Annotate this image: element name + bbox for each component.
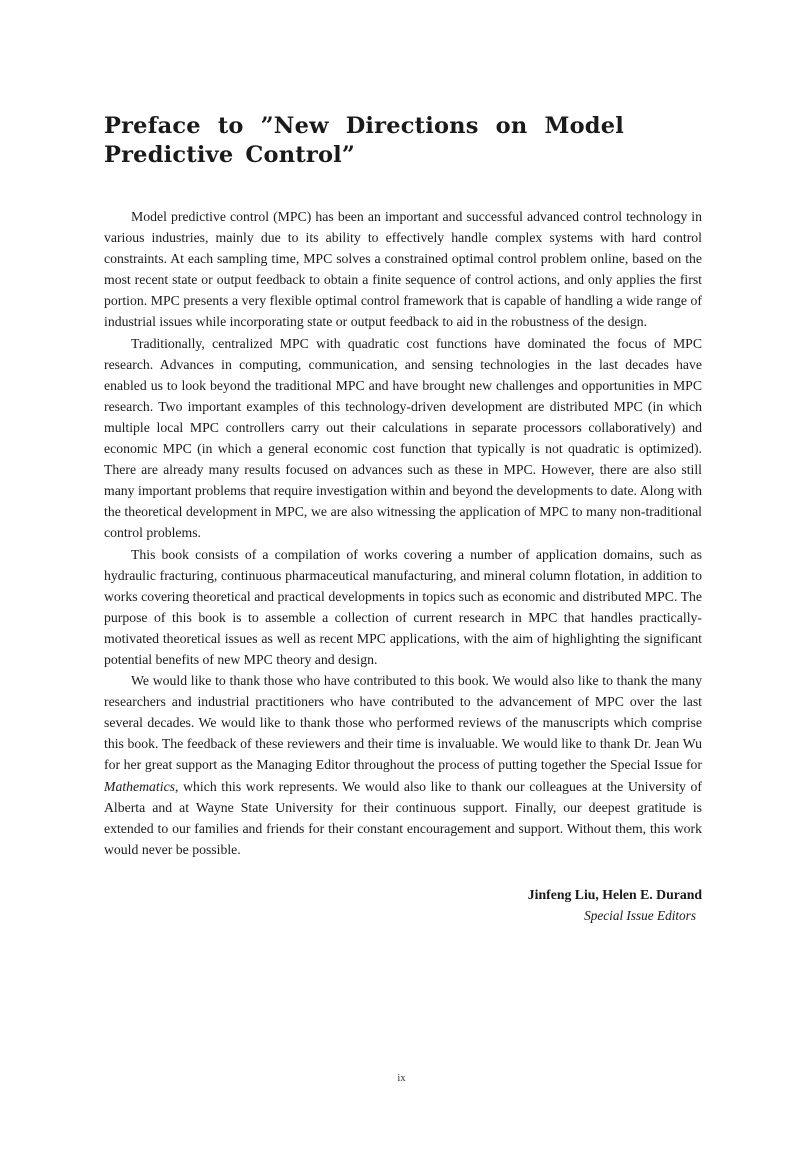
paragraph-4-part-2: , which this work represents. We would also like to thank our colleagues at the University of Alberta and at Wayne State University for their continuous support. Finally, our deepest gratitude is extended to our families and friends for their constant encouragement and support. Without them, this work would never be possible. — [104, 778, 702, 857]
editor-role: Special Issue Editors — [584, 908, 696, 923]
paragraph-2: Traditionally, centralized MPC with quadratic cost functions have dominated the focus of MPC research. Advances in computing, communication, and sensing technologies in the last decades have enabled us to look beyond the traditional MPC and have brought new challenges and opportunities in MPC research. Two important examples of this technology-driven development are distributed MPC (in which multiple local MPC controllers carry out their calculations in separate processors collaboratively) and economic MPC (in which a general economic cost function that typically is not quadratic is optimized). There are already many results focused on advances such as these in MPC. However, there are also still many important problems that require investigation within and beyond the developments to date. Along with the theoretical development in MPC, we are also witnessing the application of MPC to many non-traditional control problems. — [104, 335, 702, 541]
paragraph-3: This book consists of a compilation of works covering a number of application domains, such as hydraulic fracturing, continuous pharmaceutical manufacturing, and mineral column flotation, in addition to works covering theoretical and practical developments in topics such as economic and distributed MPC. The purpose of this book is to assemble a collection of current research in MPC that handles practically-motivated theoretical issues as well as recent MPC applications, with the aim of highlighting the significant potential benefits of new MPC theory and design. — [104, 546, 702, 667]
paragraph-1: Model predictive control (MPC) has been an important and successful advanced control technology in various industries, mainly due to its ability to effectively handle complex systems with hard control constraints. At each sampling time, MPC solves a constrained optimal control problem online, based on the most recent state or output feedback to obtain a finite sequence of control actions, and only applies the first portion. MPC presents a very flexible optimal control framework that is capable of handling a wide range of industrial issues while incorporating state or output feedback to aid in the robustness of the design. — [104, 209, 702, 330]
paragraph-4 — [104, 670, 702, 860]
preface-body — [104, 206, 702, 860]
page-title: Preface to ”New Directions on Model Predictive Control” — [104, 113, 624, 168]
paragraph-4-part-1: We would like to thank those who have contributed to this book. We would also like to thank the many researchers and industrial practitioners who have contributed to the advancement of MPC over the last several decades. We would like to thank those who performed reviews of the manuscripts which comprise this book. The feedback of these reviewers and their time is invaluable. We would like to thank Dr. Jean Wu for her great support as the Managing Editor throughout the process of putting together the Special Issue for — [104, 673, 702, 773]
editor-names: Jinfeng Liu, Helen E. Durand — [527, 887, 702, 902]
page-number: ix — [397, 1073, 406, 1084]
journal-name: Mathematics — [104, 778, 176, 794]
